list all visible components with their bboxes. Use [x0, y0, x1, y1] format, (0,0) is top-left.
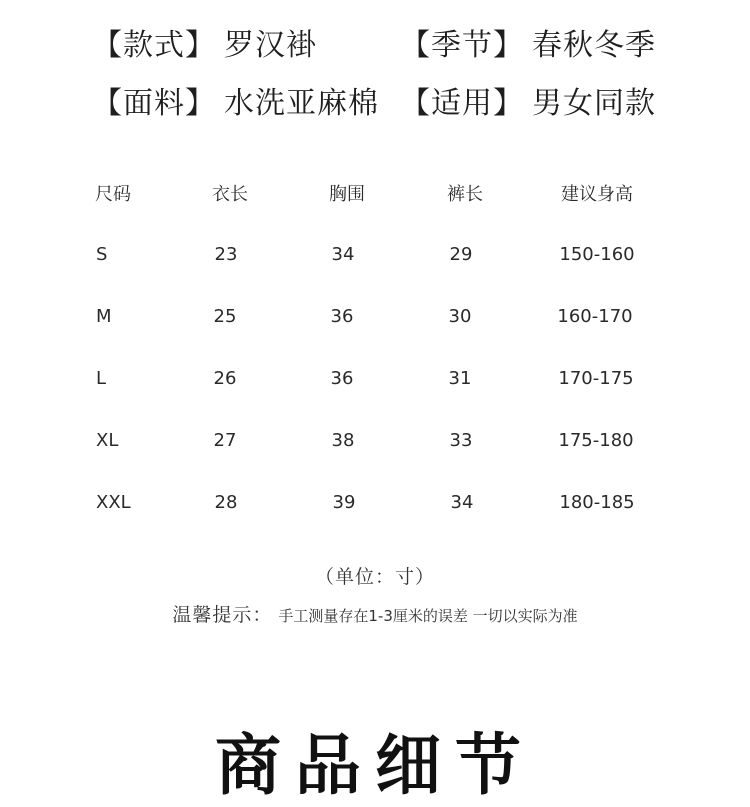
tip-label: 温馨提示：	[172, 604, 273, 626]
info-value: 春秋冬季	[532, 28, 656, 63]
table-header: 胸围	[329, 184, 365, 205]
table-cell: 36	[330, 368, 354, 389]
table-cell: 34	[450, 492, 474, 513]
table-cell-size: XL	[96, 430, 119, 451]
table-cell-size: M	[96, 306, 112, 327]
table-header: 尺码	[95, 184, 131, 205]
info-label: 【款式】	[92, 28, 216, 63]
info-label: 【适用】	[400, 86, 524, 121]
table-cell: 175-180	[558, 430, 634, 451]
table-cell: 23	[214, 244, 238, 265]
table-header: 裤长	[447, 184, 483, 205]
info-value: 水洗亚麻棉	[224, 86, 379, 121]
unit-note: （单位：寸）	[314, 566, 435, 588]
table-cell: 27	[213, 430, 237, 451]
table-cell: 28	[214, 492, 238, 513]
table-cell: 30	[448, 306, 472, 327]
info-season	[400, 20, 656, 64]
info-fabric	[92, 78, 379, 122]
table-cell: 160-170	[557, 306, 633, 327]
table-cell: 31	[448, 368, 472, 389]
table-cell: 36	[330, 306, 354, 327]
info-label: 【季节】	[400, 28, 524, 63]
table-cell-size: S	[96, 244, 108, 265]
table-cell: 26	[213, 368, 237, 389]
table-cell-size: L	[96, 368, 107, 389]
measurement-tip	[0, 600, 750, 627]
table-cell: 39	[332, 492, 356, 513]
info-fit	[400, 78, 656, 122]
info-value: 男女同款	[532, 86, 656, 121]
table-cell: 33	[449, 430, 473, 451]
table-cell-size: XXL	[96, 492, 131, 513]
info-value: 罗汉褂	[224, 28, 317, 63]
table-cell: 25	[213, 306, 237, 327]
table-cell: 38	[331, 430, 355, 451]
section-title: 商品细节	[215, 726, 535, 804]
info-label: 【面料】	[92, 86, 216, 121]
tip-text: 手工测量存在1-3厘米的误差 一切以实际为准	[278, 607, 578, 625]
table-header: 建议身高	[561, 184, 633, 205]
table-cell: 180-185	[559, 492, 635, 513]
table-cell: 29	[449, 244, 473, 265]
table-cell: 34	[331, 244, 355, 265]
info-style	[92, 20, 317, 64]
table-header: 衣长	[212, 184, 248, 205]
table-cell: 150-160	[559, 244, 635, 265]
table-cell: 170-175	[558, 368, 634, 389]
